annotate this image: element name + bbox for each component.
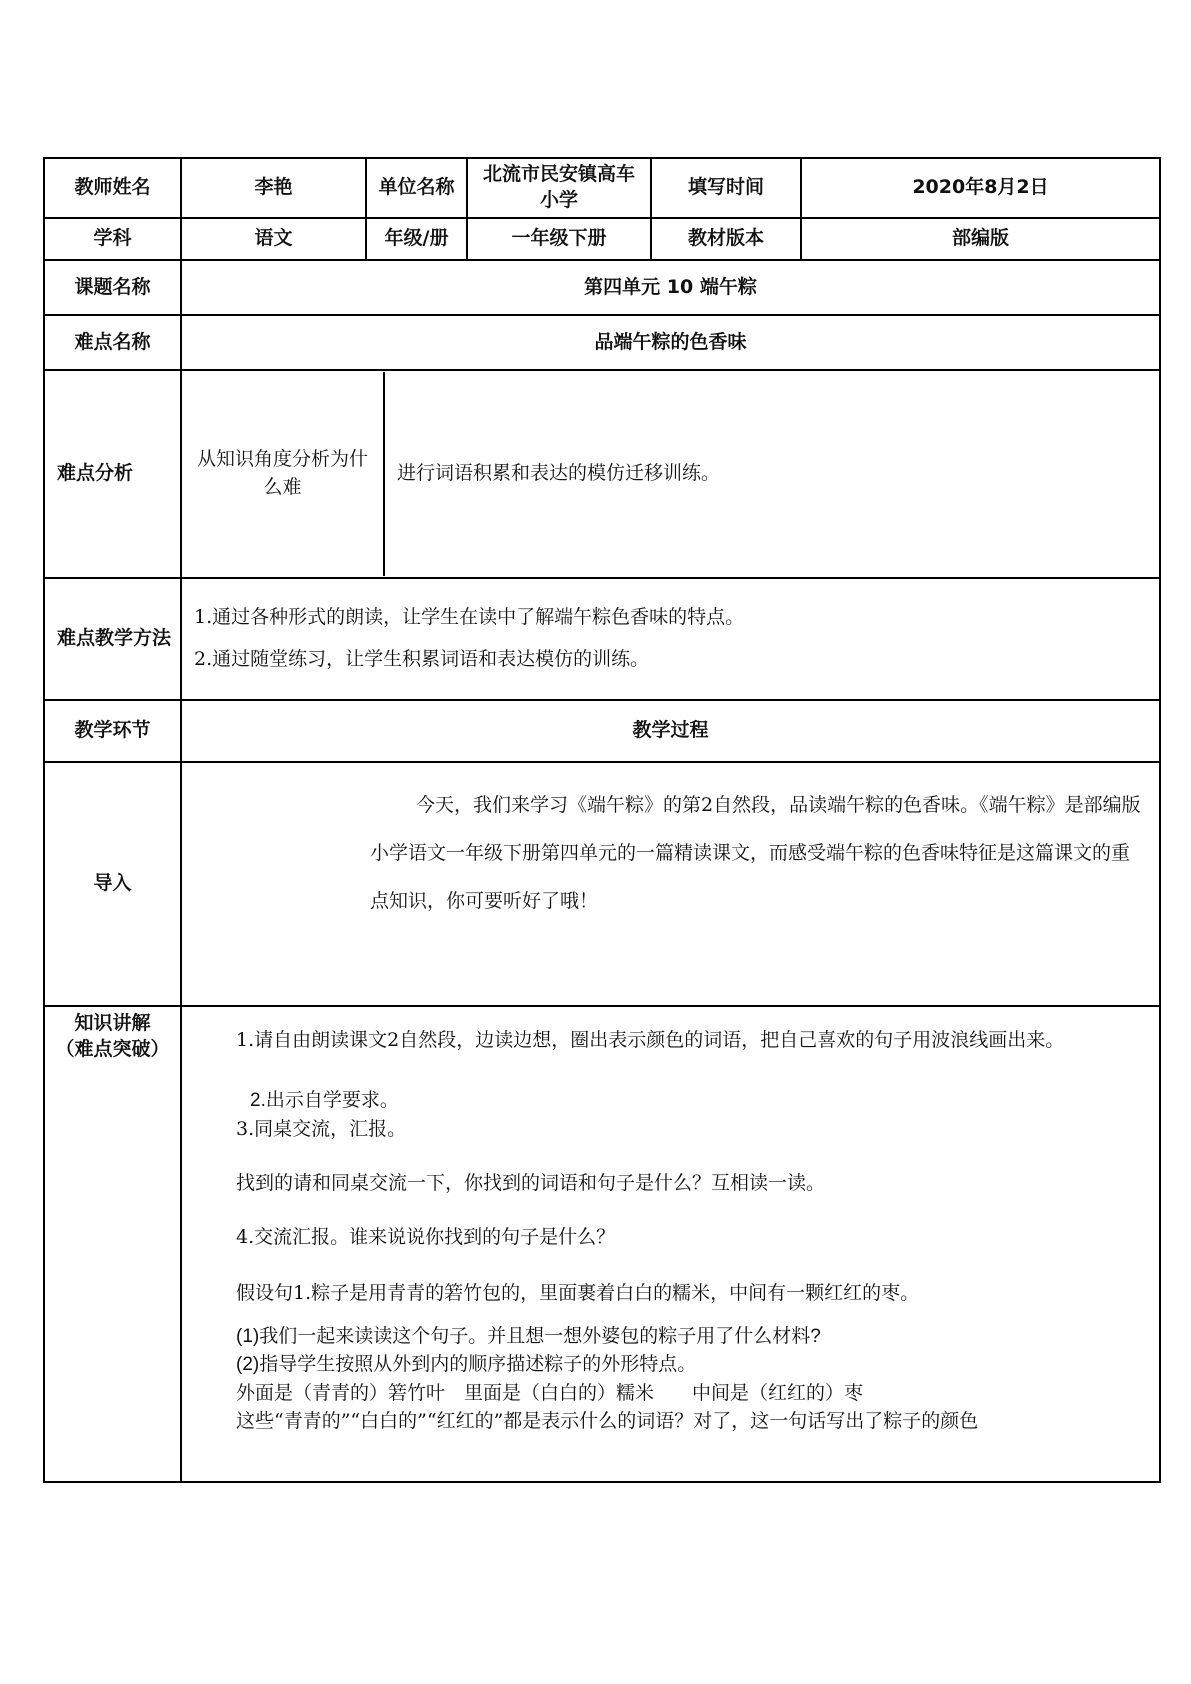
knowledge-label-line2: （难点突破） <box>55 1037 170 1060</box>
intro-text: 今天，我们来学习《端午粽》的第2自然段，品读端午粽的色香味。《端午粽》是部编版小学语文一年级下册第四单元的一篇精读课文，而感受端午粽的色香味特征是这篇课文的重点知识，你可要听好了哦！ <box>370 794 1141 912</box>
fill-date-value: 2020年8月2日 <box>801 158 1160 218</box>
analysis-content: 进行词语积累和表达的模仿迁移训练。 <box>384 372 1159 576</box>
analysis-sub-label: 从知识角度分析为什么难 <box>196 448 368 498</box>
intro-label: 导入 <box>44 762 181 1006</box>
method-item-1: 1.通过各种形式的朗读，让学生在读中了解端午粽色香味的特点。 <box>194 606 745 629</box>
teaching-step-label: 教学环节 <box>44 700 181 762</box>
analysis-cell <box>181 370 1160 578</box>
difficulty-label: 难点名称 <box>44 315 181 370</box>
analysis-row <box>44 370 1160 578</box>
knowledge-structure: 外面是（青青的）箬竹叶 里面是（白白的）糯米 中间是（红红的）枣 <box>236 1382 864 1404</box>
grade-label: 年级/册 <box>366 218 467 260</box>
methods-row <box>44 578 1160 700</box>
topic-label: 课题名称 <box>44 260 181 315</box>
knowledge-color-question: 这些“青青的”“白白的”“红红的”都是表示什么的词语？对了，这一句话写出了粽子的颜色 <box>236 1410 979 1432</box>
knowledge-sentence-1: 假设句1.粽子是用青青的箬竹包的，里面裹着白白的糯米，中间有一颗红红的枣。 <box>236 1282 920 1304</box>
difficulty-value: 品端午粽的色香味 <box>181 315 1160 370</box>
unit-name-label: 单位名称 <box>366 158 467 218</box>
knowledge-label <box>44 1006 181 1482</box>
topic-row <box>44 260 1160 315</box>
methods-cell <box>181 578 1160 700</box>
knowledge-step-3-detail: 找到的请和同桌交流一下，你找到的词语和句子是什么？互相读一读。 <box>236 1172 826 1194</box>
knowledge-question-1: (1)我们一起来读读这个句子。并且想一想外婆包的粽子用了什么材料? <box>236 1326 821 1347</box>
grade-value: 一年级下册 <box>467 218 651 260</box>
unit-name-value: 北流市民安镇高车小学 <box>467 158 651 218</box>
subject-value: 语文 <box>181 218 366 260</box>
subject-label: 学科 <box>44 218 181 260</box>
teacher-name-label: 教师姓名 <box>44 158 181 218</box>
header-row-1 <box>44 158 1160 218</box>
knowledge-label-line1: 知识讲解 <box>74 1012 151 1034</box>
analysis-inner-table <box>182 372 1159 576</box>
knowledge-step-4: 4.交流汇报。谁来说说你找到的句子是什么？ <box>236 1226 616 1248</box>
process-header-row <box>44 700 1160 762</box>
knowledge-question-2: (2)指导学生按照从外到内的顺序描述粽子的外形特点。 <box>236 1354 697 1375</box>
fill-date-label: 填写时间 <box>651 158 801 218</box>
intro-row <box>44 762 1160 1006</box>
edition-label: 教材版本 <box>651 218 801 260</box>
methods-label: 难点教学方法 <box>44 578 181 700</box>
knowledge-step-3: 3.同桌交流，汇报。 <box>236 1118 407 1140</box>
knowledge-step-1: 1.请自由朗读课文2自然段，边读边想，圈出表示颜色的词语，把自己喜欢的句子用波浪线画出来。 <box>236 1029 1065 1051</box>
knowledge-step-2: 2.出示自学要求。 <box>250 1090 399 1111</box>
header-row-2 <box>44 218 1160 260</box>
edition-value: 部编版 <box>801 218 1160 260</box>
method-item-2: 2.通过随堂练习，让学生积累词语和表达模仿的训练。 <box>194 648 650 670</box>
knowledge-cell <box>181 1006 1160 1482</box>
lesson-plan-table <box>43 157 1161 1483</box>
knowledge-row <box>44 1006 1160 1482</box>
analysis-label: 难点分析 <box>44 370 181 578</box>
teaching-process-label: 教学过程 <box>181 700 1160 762</box>
topic-value: 第四单元 10 端午粽 <box>181 260 1160 315</box>
intro-cell <box>181 762 1160 1006</box>
difficulty-row <box>44 315 1160 370</box>
teacher-name-value: 李艳 <box>181 158 366 218</box>
